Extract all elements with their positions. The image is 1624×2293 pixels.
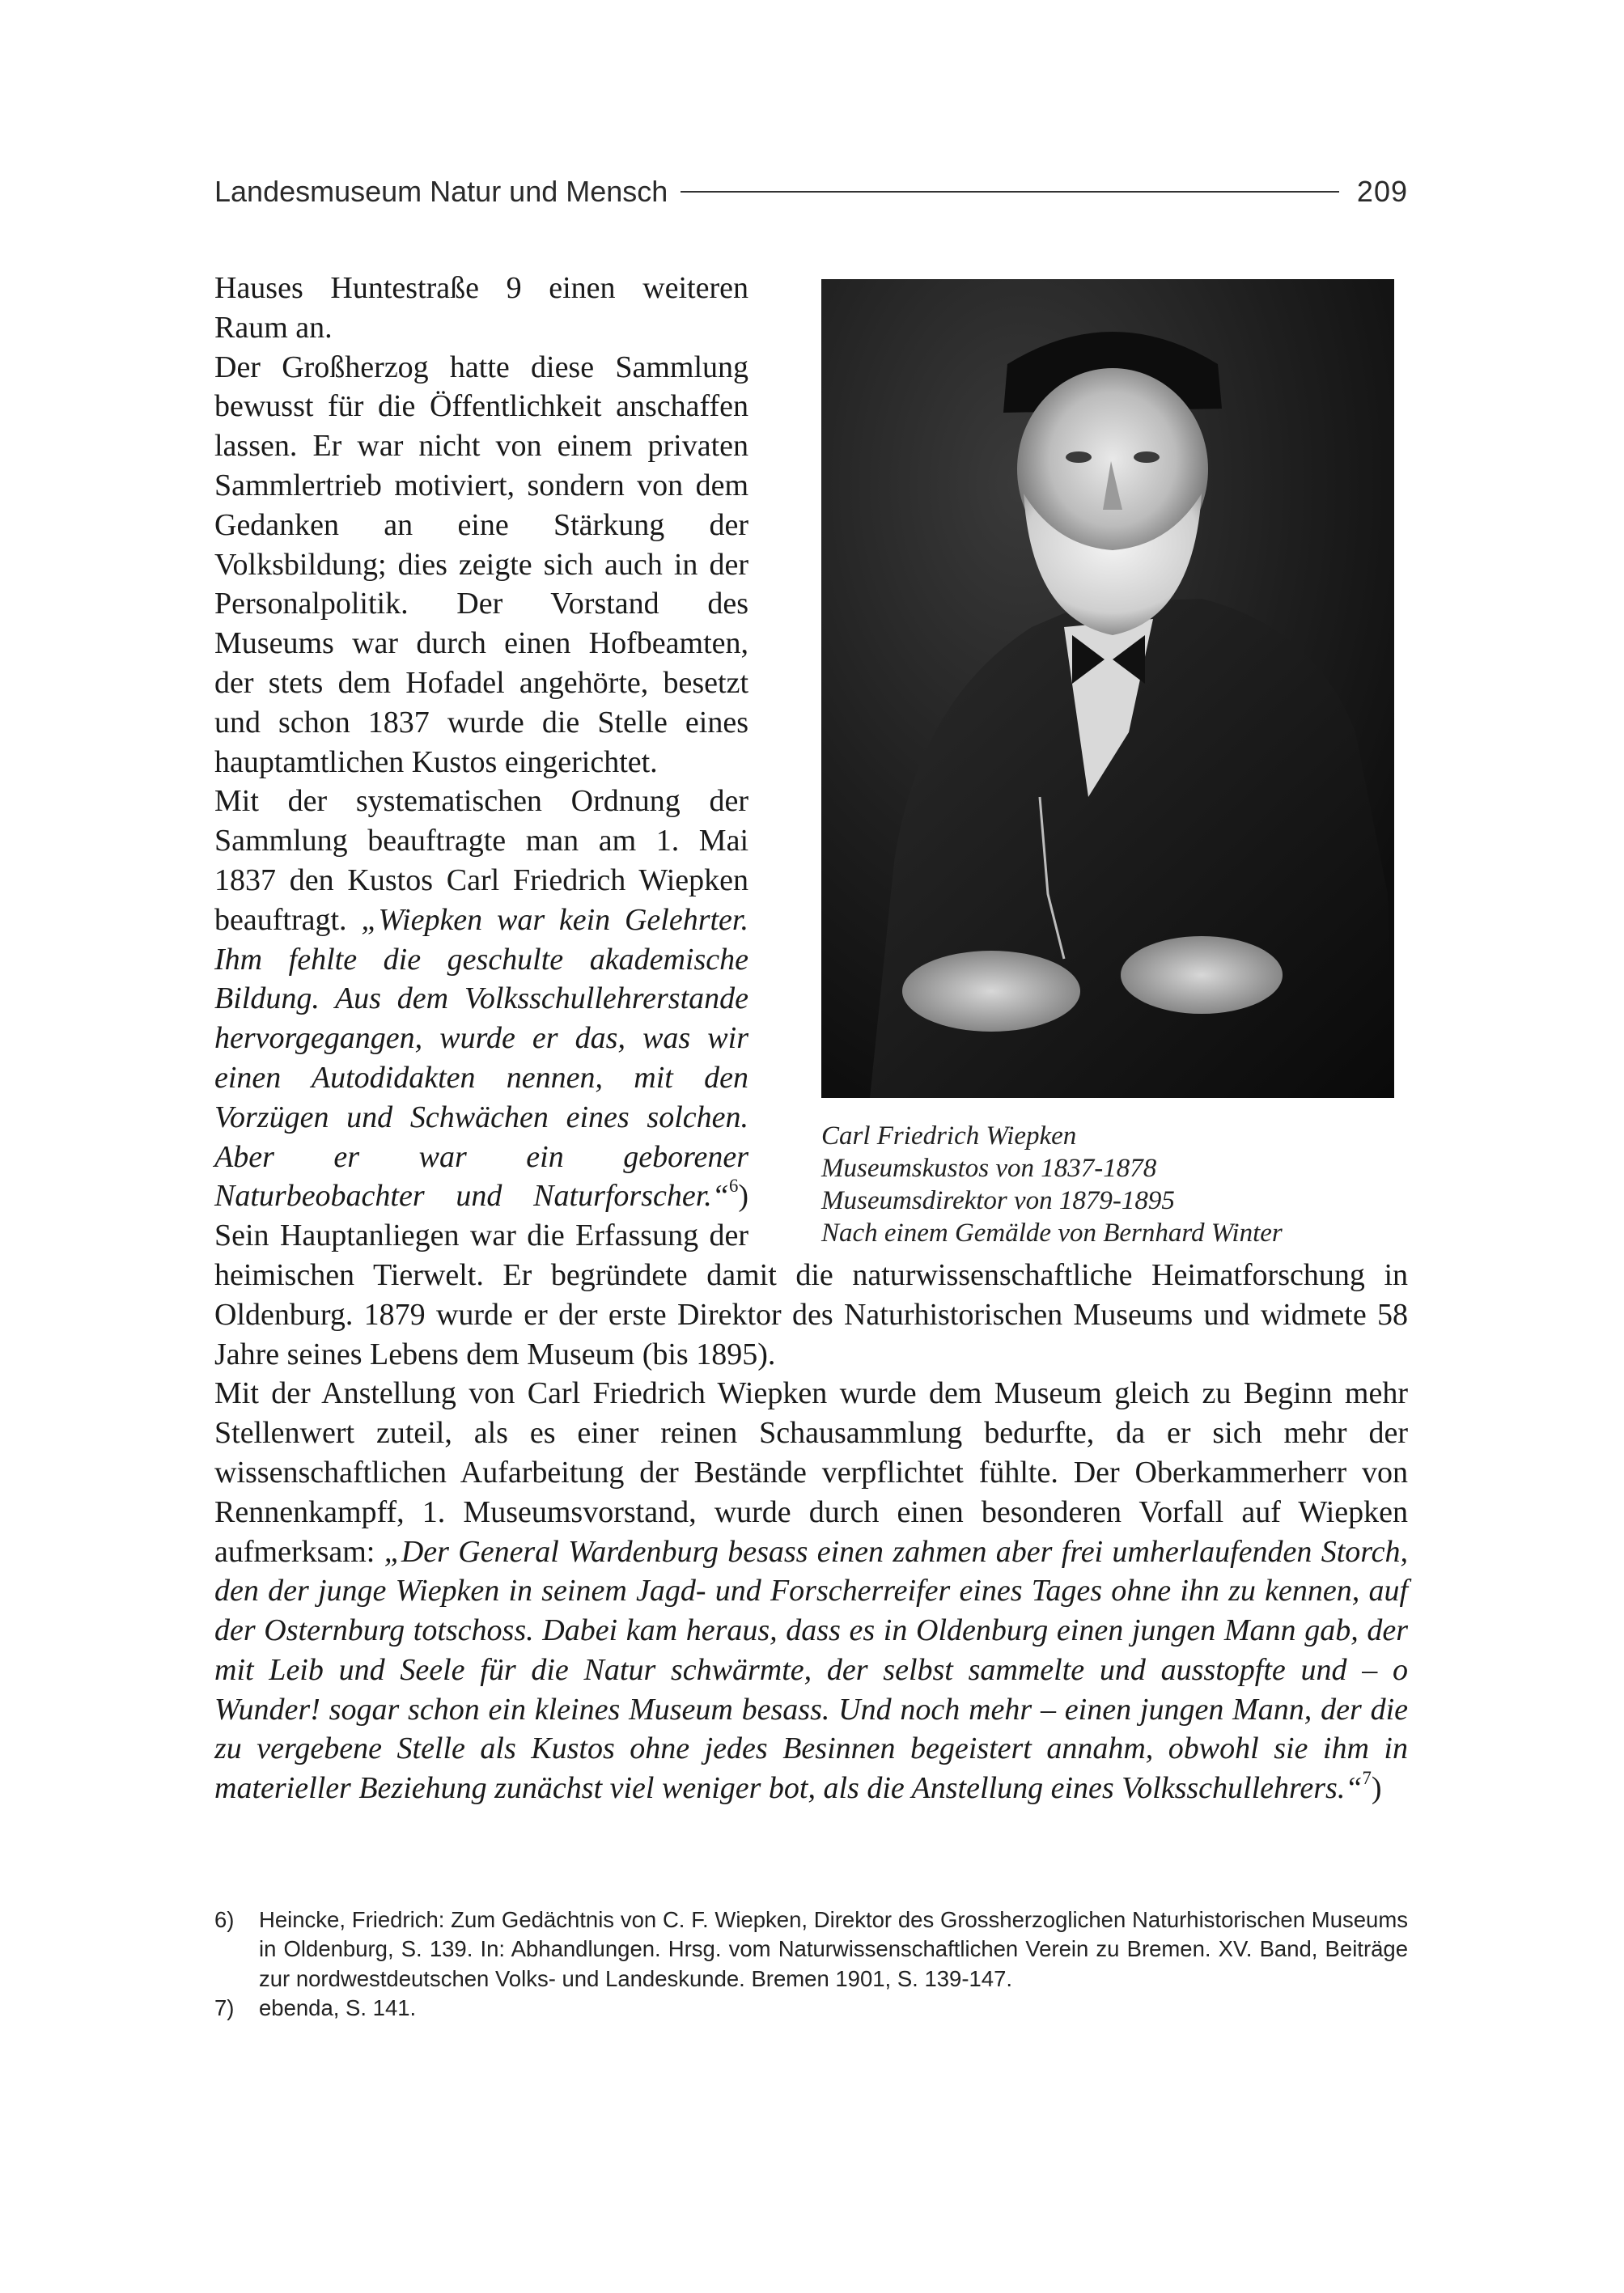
footnote-ref: 7 [1362,1768,1372,1789]
portrait-image [821,279,1394,1098]
footnote-text: ebenda, S. 141. [259,1995,417,2021]
caption-line: Museumsdirektor von 1879-1895 [821,1186,1175,1215]
header-title: Landesmuseum Natur und Mensch [214,175,668,208]
quotation: „Der General Wardenburg besass einen zahmen aber frei umherlaufenden Storch, den der junge Wiepken in seinem Jagd- und Forscherreifer eines Tages ohne ihn zu kennen, auf der Osternburg totschoss. Dabei kam heraus, dass es in Oldenburg einen jungen Mann gab, der mit Leib und Seele für die Natur schwärmte, der selbst sammelte und ausstopfte und – o Wunder! sogar schon ein kleines Museum besass. Und noch mehr – einen jungen Mann, der die zu vergebene Stelle als Kustos ohne jedes Besinnen begeistert annahm, obwohl sie ihm in materieller Beziehung zunächst viel weniger bot, als die Anstellung eines Volksschullehrers.“ [214,1534,1409,1806]
footnote-text: Heincke, Friedrich: Zum Gedächtnis von C. F. Wiepken, Direktor des Grossherzoglichen Naturhistorischen Museums in Oldenburg, S. 139. In: Abhandlungen. Hrsg. vom Naturwissenschaftlichen Verein zu Bremen. XV. Band, Beiträge zur nordwestdeutschen Volks- und Landeskunde. Bremen 1901, S. 139-147. [259,1907,1408,1991]
footnotes [214,1905,1408,2024]
footnote-number: 7) [214,1995,235,2021]
page-number: 209 [1356,175,1408,208]
caption-line: Museumskustos von 1837-1878 [821,1154,1157,1183]
portrait-figure [821,269,1408,1248]
running-header [214,172,1408,212]
caption-line: Carl Friedrich Wiepken [821,1121,1077,1151]
figure-caption [821,1120,1408,1249]
main-text [214,269,1408,1808]
quotation: „Wiepken war kein Gelehrter. Ihm fehlte die geschulte akademische Bildung. Aus dem Volksschullehrerstande hervorgegangen, wurde er das, was wir einen Autodidakten nennen, mit den Vorzügen und Schwächen eines solchen. Aber er war ein geborener Naturbeobachter und Naturforscher.“ [214,902,748,1214]
text-run: Mit der Anstellung von Carl Friedrich Wiepken wurde dem Museum gleich zu Beginn mehr Stellenwert zuteil, als es einer reinen Schausammlung bedurfte, da er sich mehr der wissenschaftlichen Aufarbeitung der Bestände verpflichtet fühlte. Der Oberkammerherr von Rennenkampff, 1. Museumsvorstand, wurde durch einen besonderen Vorfall auf Wiepken aufmerksam: [214,1376,1408,1569]
text-run: Mit der systematischen Ordnung der Sammlung beauftragte man am 1. Mai 1837 den Kustos Carl Friedrich Wiepken beauftragt. [214,784,748,937]
footnote [214,1905,1408,1994]
paragraph: Der Großherzog hatte diese Sammlung bewusst für die Öffentlichkeit anschaffen lassen. Er war nicht von einem privaten Sammlertrieb motiviert, sondern von dem Gedanken an eine Stärkung der Volksbildung; dies zeigte sich auch in der Personalpolitik. Der Vorstand des Museums war durch einen Hofbeamten, der stets dem Hofadel angehörte, besetzt und schon 1837 wurde die Stelle eines hauptamtlichen Kustos eingerichtet. [214,350,748,779]
text-run: ) [1371,1771,1382,1806]
text-run: ) Sein Hauptanliegen war die Erfassung der heimischen Tierwelt. Er begründete damit die naturwissenschaftliche Heimatforschung in Oldenburg. 1879 wurde er der erste Direktor des Naturhistorischen Museums und widmete 58 Jahre seines Lebens dem Museum (bis 1895). [214,1179,1408,1371]
paragraph: Hauses Huntestraße 9 einen weiteren Raum an. [214,271,748,345]
caption-line: Nach einem Gemälde von Bernhard Winter [821,1219,1283,1248]
paragraph [214,1374,1408,1808]
footnote-number: 6) [214,1907,235,1932]
footnote-ref: 6 [728,1176,739,1197]
header-rule [681,191,1339,193]
footnote [214,1994,1408,2023]
